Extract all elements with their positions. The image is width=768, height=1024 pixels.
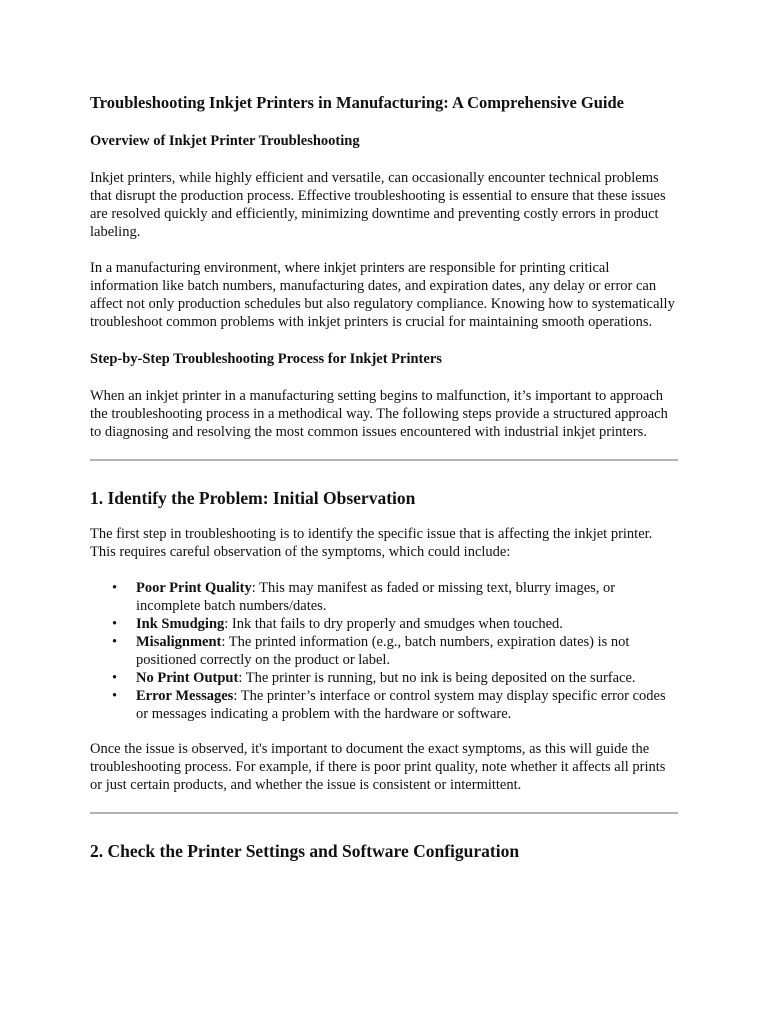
symptom-description: : Ink that fails to dry properly and smudges when touched. [224,616,563,632]
symptom-description: : This may manifest as faded or missing text, blurry images, or incomplete batch numbers/dates. [136,580,616,614]
section-divider-1 [90,459,678,461]
bullet-icon: • [112,616,118,632]
symptom-list-item [112,669,678,687]
bullet-icon: • [112,634,118,650]
symptom-list-item [112,615,678,633]
symptom-term: No Print Output [136,670,239,686]
bullet-icon: • [112,580,118,596]
bullet-icon: • [112,688,118,704]
overview-paragraph-1: Inkjet printers, while highly efficient and versatile, can occasionally encounter technical problems that disrupt the production process. Effective troubleshooting is essential to ensure that these issues are resolved quickly and efficiently, minimizing downtime and preventing costly errors in product labeling. [90,170,666,240]
symptom-description: : The printer’s interface or control system may display specific error codes or messages indicating a problem with the hardware or software. [136,688,666,722]
symptom-list-item [112,579,678,615]
symptom-list [90,579,678,723]
symptom-description: : The printer is running, but no ink is being deposited on the surface. [238,670,636,686]
overview-heading: Overview of Inkjet Printer Troubleshooting [90,133,360,149]
section-1-closing: Once the issue is observed, it's important to document the exact symptoms, as this will guide the troubleshooting process. For example, if there is poor print quality, note whether it affects all prints or just certain products, and whether the issue is consistent or intermittent. [90,741,666,793]
process-heading: Step-by-Step Troubleshooting Process for Inkjet Printers [90,351,442,367]
bullet-icon: • [112,670,118,686]
symptom-term: Misalignment [136,634,222,650]
symptom-description: : The printed information (e.g., batch numbers, expiration dates) is not positioned correctly on the product or label. [136,634,630,668]
symptom-term: Error Messages [136,688,234,704]
section-2-heading: 2. Check the Printer Settings and Software Configuration [90,841,520,861]
symptom-term: Poor Print Quality [136,580,252,596]
process-paragraph: When an inkjet printer in a manufacturing setting begins to malfunction, it’s important to approach the troubleshooting process in a methodical way. The following steps provide a structured approach to diagnosing and resolving the most common issues encountered with industrial inkjet printers. [90,388,668,440]
overview-paragraph-2: In a manufacturing environment, where inkjet printers are responsible for printing critical information like batch numbers, manufacturing dates, and expiration dates, any delay or error can affect not only production schedules but also regulatory compliance. Knowing how to systematically troubleshoot common problems with inkjet printers is crucial for maintaining smooth operations. [90,260,675,330]
symptom-list-item [112,687,678,723]
section-1-intro: The first step in troubleshooting is to identify the specific issue that is affecting the inkjet printer. This requires careful observation of the symptoms, which could include: [90,526,653,560]
section-divider-2 [90,812,678,814]
document-title: Troubleshooting Inkjet Printers in Manufacturing: A Comprehensive Guide [90,93,624,112]
section-1-heading: 1. Identify the Problem: Initial Observation [90,488,416,508]
symptom-list-item [112,633,678,669]
symptom-term: Ink Smudging [136,616,225,632]
